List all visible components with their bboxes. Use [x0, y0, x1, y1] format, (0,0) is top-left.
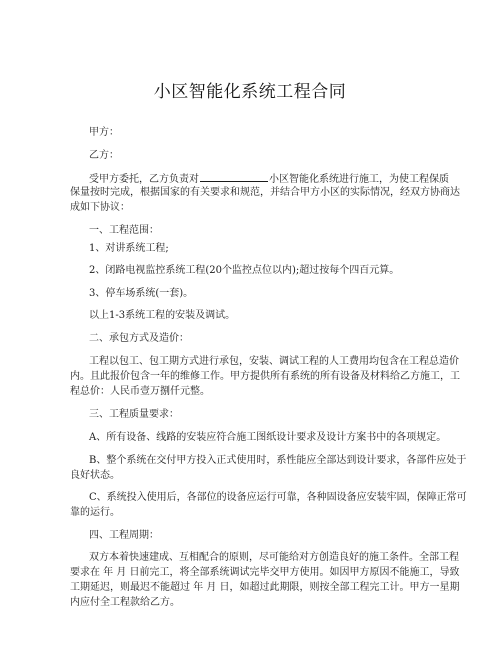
project-name-blank: [200, 173, 268, 182]
section-1-heading: 一、工程范围：: [89, 225, 159, 236]
section-3-item-c-line-1: C、系统投入使用后，各部位的设备应运行可靠，各种固设备应安装牢固，保障正常可: [89, 492, 467, 503]
section-2-heading: 二、承包方式及造价：: [89, 333, 189, 344]
intro-line-1-start: 受甲方委托，乙方负责对: [89, 174, 199, 185]
section-3-item-c-line-2: 靠的运行。: [70, 507, 120, 518]
intro-line-3: 成如下协议：: [70, 202, 130, 213]
document-title: 小区智能化系统工程合同: [153, 82, 347, 102]
section-3-item-a: A、所有设备、线路的安装应符合施工图纸设计要求及设计方案书中的各项规定。: [89, 432, 447, 443]
section-1-item-1: 1、对讲系统工程;: [89, 243, 169, 254]
intro-line-1-end: 小区智能化系统进行施工，为使工程保质: [269, 174, 449, 185]
section-4-line-4: 内应付全工程款给乙方。: [70, 597, 180, 608]
section-1-item-3: 3、停车场系统(一套)。: [89, 288, 194, 299]
section-4-heading: 四、工程周期：: [89, 530, 159, 541]
section-3-item-b-line-1: B、整个系统在交付甲方投入正式使用时，系性能应全部达到设计要求，各部件应处于: [89, 455, 467, 466]
intro-line-1: [89, 173, 449, 185]
section-4-line-1: 双方本着快速建成、互相配合的原则，尽可能给对方创造良好的施工条件。全部工程: [89, 552, 459, 563]
section-2-line-1: 工程以包工、包工期方式进行承包，安装、调试工程的人工费用均包含在工程总造价: [89, 356, 459, 367]
section-1-item-2: 2、闭路电视监控系统工程(20个监控点位以内);超过按每个四百元算。: [89, 265, 400, 276]
section-2-line-3: 程总价：人民币壹万捌仟元整。: [70, 386, 210, 397]
party-a-label: 甲方：: [89, 127, 119, 138]
section-1-note: 以上1-3系统工程的安装及调试。: [89, 310, 236, 321]
section-4-line-3: 工期延迟，则最迟不能超过 年 月 日，如超过此期限，则按全部工程完工计。甲方一星期: [70, 582, 460, 593]
section-4-line-2: 要求在 年 月 日前完工，将全部系统调试完毕交甲方使用。如因甲方原因不能施工，导致: [70, 567, 460, 578]
intro-line-2: 保量按时完成，根据国家的有关要求和规范，并结合甲方小区的实际情况，经双方协商达: [70, 187, 460, 198]
party-b-label: 乙方：: [89, 150, 119, 161]
section-3-item-b-line-2: 良好状态。: [70, 470, 120, 481]
section-3-heading: 三、工程质量要求：: [89, 409, 179, 420]
section-2-line-2: 内。且此报价包含一年的维修工作。甲方提供所有系统的所有设备及材料给乙方施工，工: [70, 371, 460, 382]
